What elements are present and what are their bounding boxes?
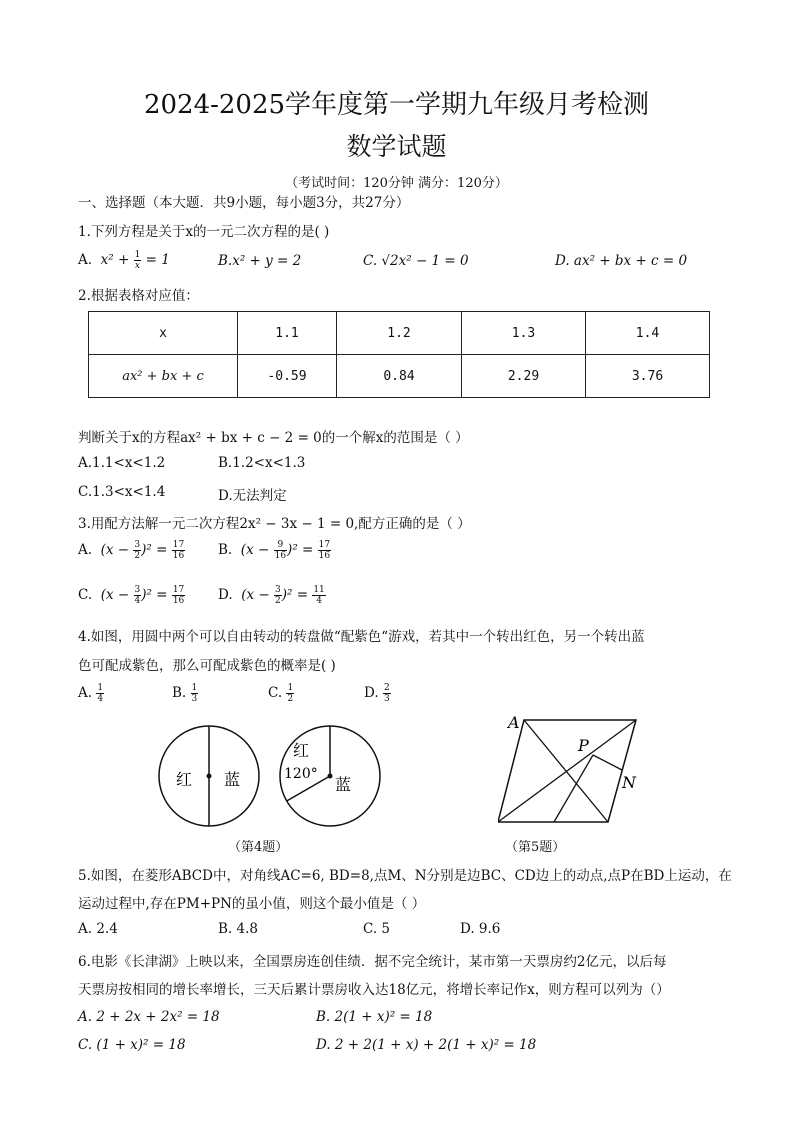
exam-info: （考试时间：120分钟 满分：120分） — [285, 176, 508, 191]
q4-option-c-letter: C. — [268, 685, 283, 701]
left-spinner-red-label: 红 — [176, 770, 193, 789]
q6-option-d: D. 2 + 2(1 + x) + 2(1 + x)² = 18 — [316, 1037, 537, 1053]
q4-stem-line1: 4.如图，用圆中两个可以自由转动的转盘做“配紫色“游戏，若其中一个转出红色，另一个转出蓝 — [78, 629, 645, 645]
table-row — [89, 355, 710, 398]
q3-stem: 3.用配方法解一元二次方程2x² − 3x − 1 = 0,配方正确的是（ ） — [78, 516, 471, 532]
q6-stem-line2: 天票房按相同的增长率增长，三天后累计票房收入达18亿元，将增长率记作x，则方程可以列为（） — [78, 982, 670, 998]
table-cell: 1.2 — [337, 312, 462, 355]
exam-title: 2024-2025学年度第一学期九年级月考检测 — [143, 90, 650, 120]
table-cell: ax² + bx + c — [89, 355, 238, 398]
left-spinner-blue-label: 蓝 — [224, 770, 241, 789]
q4-option-b-letter: B. — [172, 685, 187, 701]
table-cell: 1.3 — [462, 312, 586, 355]
table-cell: 0.84 — [337, 355, 462, 398]
q4-option-a: A. $\frac{1}{4}$ — [78, 683, 104, 704]
table-cell: 1.4 — [586, 312, 710, 355]
q5-option-a: A. 2.4 — [78, 921, 118, 937]
rhombus-figure — [498, 710, 648, 828]
figure-4-caption: （第4题） — [228, 840, 289, 855]
q1-option-b: B.x² + y = 2 — [218, 253, 302, 269]
q1-stem: 1.下列方程是关于x的一元二次方程的是( ) — [78, 224, 330, 240]
q6-option-b: B. 2(1 + x)² = 18 — [316, 1009, 433, 1025]
table-cell: 3.76 — [586, 355, 710, 398]
section-heading: 一、选择题（本大题．共9小题，每小题3分，共27分） — [78, 195, 410, 211]
q3-option-c: C. (x − $\frac{3}{4}$ )² = $\frac{17}{16}$ — [78, 585, 185, 606]
q4-option-d-letter: D. — [364, 685, 379, 701]
left-spinner-center — [207, 774, 212, 779]
value-table — [88, 311, 710, 398]
right-spinner-blue-label: 蓝 — [335, 775, 352, 794]
q5-option-b: B. 4.8 — [218, 921, 258, 937]
q5-option-d: D. 9.6 — [460, 921, 501, 937]
q2-option-d: D.无法判定 — [218, 488, 287, 504]
table-cell: -0.59 — [238, 355, 337, 398]
q6-stem-line1: 6.电影《长津湖》上映以来，全国票房连创佳绩．据不完全统计，某市第一天票房约2亿元，以后每 — [78, 954, 667, 970]
q2-option-b: B.1.2<x<1.3 — [218, 455, 306, 471]
segment-pn — [593, 755, 622, 770]
right-spinner-red-label: 红 — [293, 741, 310, 760]
point-p-label: P — [578, 736, 589, 755]
q5-option-c: C. 5 — [363, 921, 391, 937]
right-spinner-center — [328, 774, 333, 779]
q2-option-c: C.1.3<x<1.4 — [78, 484, 166, 500]
q3-option-b-letter: B. — [218, 542, 233, 558]
diagonal-bd — [498, 720, 636, 822]
right-spinner-angle-label: 120° — [284, 766, 318, 782]
q4-option-c: C. $\frac{1}{2}$ — [268, 683, 294, 704]
q3-option-c-letter: C. — [78, 587, 93, 603]
q3-option-d: D. (x − $\frac{3}{2}$ )² = $\frac{11}{4}$ — [218, 585, 325, 606]
q4-option-a-letter: A. — [78, 685, 93, 701]
q4-stem-line2: 色可配成紫色，那么可配成紫色的概率是( ) — [78, 658, 336, 674]
q4-option-b: B. $\frac{1}{3}$ — [172, 683, 198, 704]
spinners-figure — [150, 718, 390, 828]
q4-option-d: D. $\frac{2}{3}$ — [364, 683, 390, 704]
q5-stem-line2: 运动过程中,存在PM+PN的虽小值，则这个最小值是（ ） — [78, 896, 426, 912]
q3-option-a-letter: A. — [78, 542, 93, 558]
q6-option-a: A. 2 + 2x + 2x² = 18 — [78, 1009, 220, 1025]
q6-option-c: C. (1 + x)² = 18 — [78, 1037, 186, 1053]
table-row — [89, 312, 710, 355]
q2-judge: 判断关于x的方程ax² + bx + c − 2 = 0的一个解x的范围是（ ） — [78, 430, 469, 446]
table-cell: 1.1 — [238, 312, 337, 355]
q2-option-a: A.1.1<x<1.2 — [78, 455, 166, 471]
exam-subtitle: 数学试题 — [346, 132, 447, 161]
q2-stem: 2.根据表格对应值： — [78, 288, 199, 304]
point-n-label: N — [622, 773, 636, 792]
q1-option-d: D. ax² + bx + c = 0 — [555, 253, 688, 269]
q1-option-a: A. x² + $\frac{1}{x}$ = 1 — [78, 250, 170, 271]
segment-pm — [554, 755, 593, 822]
q3-option-b: B. (x − $\frac{9}{16}$ )² = $\frac{17}{16}$ — [218, 540, 331, 561]
q3-option-d-letter: D. — [218, 587, 233, 603]
q5-stem-line1: 5.如图，在菱形ABCD中，对角线AC=6, BD=8,点M、N分别是边BC、CD边上的动点,点P在BD上运动，在 — [78, 868, 732, 884]
table-cell: 2.29 — [462, 355, 586, 398]
figure-5-caption: （第5题） — [505, 840, 566, 855]
point-a-label: A — [508, 713, 520, 732]
q3-option-a: A. (x − $\frac{3}{2}$ )² = $\frac{17}{16}$ — [78, 540, 185, 561]
q1-option-a-letter: A. — [78, 252, 93, 268]
table-cell: x — [89, 312, 238, 355]
q1-option-c: C. √2x² − 1 = 0 — [363, 253, 469, 269]
